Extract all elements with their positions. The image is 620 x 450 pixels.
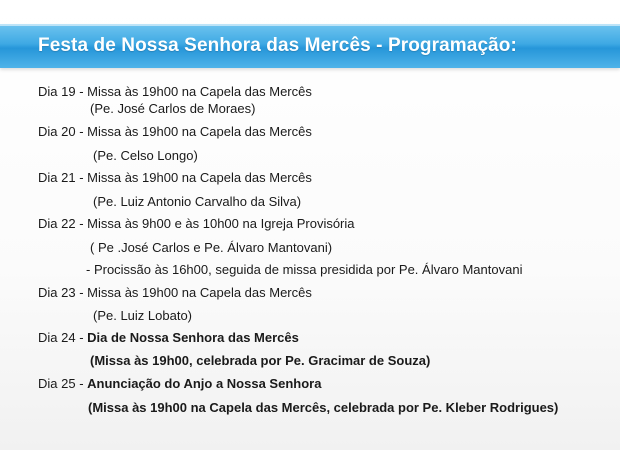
day-22-celebrant: ( Pe .José Carlos e Pe. Álvaro Mantovani): [90, 240, 333, 255]
day-25-prefix: Dia 25 -: [38, 376, 88, 391]
day-20-celebrant: (Pe. Celso Longo): [93, 148, 198, 163]
day-25-line: [38, 376, 321, 392]
day-24-prefix: Dia 24 -: [38, 330, 88, 345]
day-21-line: Dia 21 - Missa às 19h00 na Capela das Mercês: [38, 170, 312, 185]
day-21-celebrant: (Pe. Luiz Antonio Carvalho da Silva): [93, 194, 302, 209]
day-24-feast-title: Dia de Nossa Senhora das Mercês: [87, 330, 299, 345]
day-23-line: Dia 23 - Missa às 19h00 na Capela das Mercês: [38, 285, 312, 300]
day-24-celebrant: (Missa às 19h00, celebrada por Pe. Gracimar de Souza): [90, 353, 431, 368]
day-25-feast-title: Anunciação do Anjo a Nossa Senhora: [87, 376, 322, 391]
day-22-line: Dia 22 - Missa às 9h00 e às 10h00 na Igreja Provisória: [38, 216, 355, 231]
day-24-line: [38, 330, 299, 346]
day-23-celebrant: (Pe. Luiz Lobato): [93, 308, 193, 323]
day-25-celebrant: (Missa às 19h00 na Capela das Mercês, celebrada por Pe. Kleber Rodrigues): [88, 400, 559, 415]
page-title: Festa de Nossa Senhora das Mercês - Programação:: [38, 35, 517, 56]
day-19-celebrant: (Pe. José Carlos de Moraes): [90, 101, 256, 116]
day-22-procession: - Procissão às 16h00, seguida de missa presidida por Pe. Álvaro Mantovani: [86, 262, 523, 277]
day-19-line: Dia 19 - Missa às 19h00 na Capela das Mercês: [38, 84, 312, 99]
day-20-line: Dia 20 - Missa às 19h00 na Capela das Mercês: [38, 124, 312, 139]
